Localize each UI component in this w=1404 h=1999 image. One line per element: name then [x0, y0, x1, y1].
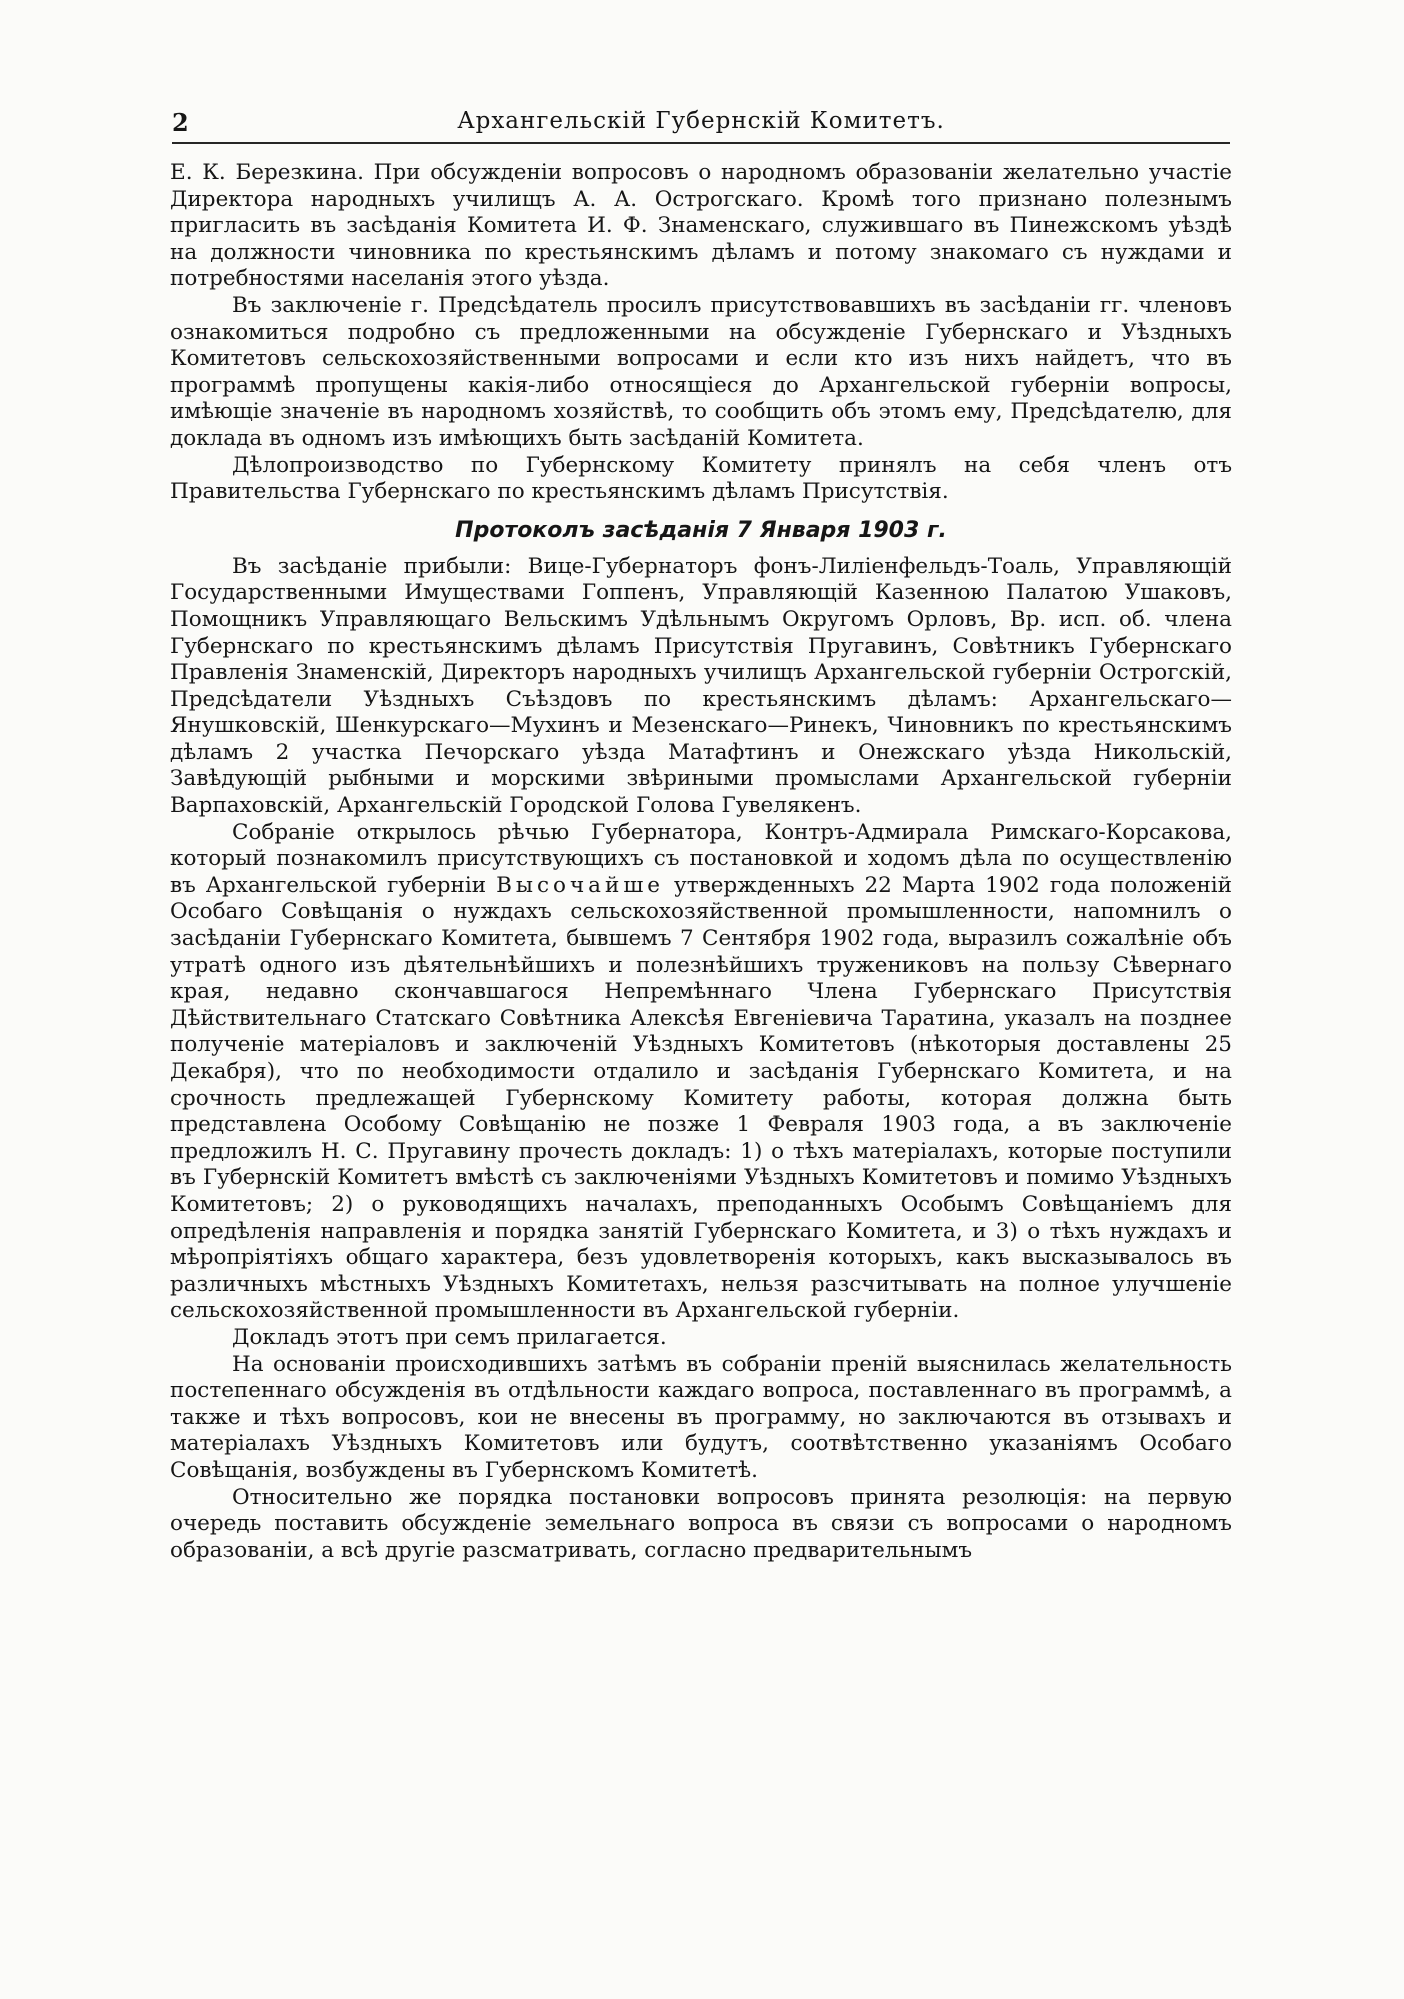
paragraph-attendees: Въ засѣданіе прибыли: Вице-Губернаторъ фонъ-Лиліенфельдъ-Тоаль, Управляющій Государственными Имуществами Гоппенъ, Управляющій Казенною Палатою Ушаковъ, Помощникъ Управляющаго Вельскимъ Удѣльнымъ Округомъ Орловъ, Вр. исп. об. члена Губернскаго по крестьянскимъ дѣламъ Присутствія Пругавинъ, Совѣтникъ Губернскаго Правленія Знаменскій, Директоръ народныхъ училищъ Архангельской губерніи Острогскій, Предсѣдатели Уѣздныхъ Съѣздовъ по крестьянскимъ дѣламъ: Архангельскаго—Янушковскій, Шенкурскаго—Мухинъ и Мезенскаго—Ринекъ, Чиновникъ по крестьянскимъ дѣламъ 2 участка Печорскаго уѣзда Матафтинъ и Онежскаго уѣзда Никольскій, Завѣдующій рыбными и морскими звѣриными промыслами Архангельской губерніи Варпаховскій, Архангельскій Городской Голова Гувелякенъ. [170, 553, 1232, 819]
paragraph-debates: На основаніи происходившихъ затѣмъ въ собраніи преній выяснилась желательность постепеннаго обсужденія въ отдѣльности каждаго вопроса, поставленнаго въ программѣ, а также и тѣхъ вопросовъ, кои не внесены въ программу, но заключаются въ отзывахъ и матеріалахъ Уѣздныхъ Комитетовъ или будутъ, соотвѣтственно указаніямъ Особаго Совѣщанія, возбуждены въ Губернскомъ Комитетѣ. [170, 1351, 1232, 1483]
protocol-heading: Протоколъ засѣданія 7 Января 1903 г. [455, 517, 947, 543]
page-number: 2 [172, 108, 189, 137]
speech-text-start: Собраніе открылось рѣчью Губернатора, Контръ-Адмирала Римскаго-Корсакова, который познакомилъ присутствующихъ съ постановкой и ходомъ дѣла по осуществленію въ Архангельской губерніи [170, 819, 1232, 898]
running-title: Архангельскій Губернскій Комитетъ. [457, 108, 945, 134]
paragraph-clerical: Дѣлопроизводство по Губернскому Комитету принялъ на себя членъ отъ Правительства Губернскаго по крестьянскимъ дѣламъ Присутствія. [170, 452, 1232, 505]
paragraph-conclusion: Въ заключеніе г. Предсѣдатель просилъ присутствовавшихъ въ засѣданіи гг. членовъ ознакомиться подробно съ предложенными на обсужденіе Губернскаго и Уѣздныхъ Комитетовъ сельскохозяйственными вопросами и если кто изъ нихъ найдетъ, что въ программѣ пропущены какія-либо относящіеся до Архангельской губерніи вопросы, имѣющіе значеніе въ народномъ хозяйствѣ, то сообщить объ этомъ ему, Предсѣдателю, для доклада въ одномъ изъ имѣющихъ быть засѣданій Комитета. [170, 292, 1232, 451]
speech-text-end: утвержденныхъ 22 Марта 1902 года положеній Особаго Совѣщанія о нуждахъ сельскохозяйственной промышленности, напомнилъ о засѣданіи Губернскаго Комитета, бывшемъ 7 Сентября 1902 года, выразилъ сожалѣніе объ утратѣ одного изъ дѣятельнѣйшихъ и полезнѣйшихъ тружениковъ на пользу Сѣвернаго края, недавно скончавшагося Непремѣннаго Члена Губернскаго Присутствія Дѣйствительнаго Статскаго Совѣтника Алексѣя Евгеніевича Таратина, указалъ на позднее полученіе матеріаловъ и заключеній Уѣздныхъ Комитетовъ (нѣкоторыя доставлены 25 Декабря), что по необходимости отдалило и засѣданія Губернскаго Комитета, и на срочность предлежащей Губернскому Комитету работы, которая должна быть представлена Особому Совѣщанію не позже 1 Февраля 1903 года, а въ заключеніе предложилъ Н. С. Пругавину прочесть докладъ: 1) о тѣхъ матеріалахъ, которые поступили въ Губернскій Комитетъ вмѣстѣ съ заключеніями Уѣздныхъ Комитетовъ и помимо Уѣздныхъ Комитетовъ; 2) о руководящихъ началахъ, преподанныхъ Особымъ Совѣщаніемъ для опредѣленія направленія и порядка занятій Губернскаго Комитета, и 3) о тѣхъ нуждахъ и мѣропріятіяхъ общаго характера, безъ удовлетворенія которыхъ, какъ высказывалось въ различныхъ мѣстныхъ Уѣздныхъ Комитетахъ, нельзя разсчитывать на полное улучшеніе сельскохозяйственной промышленности въ Архангельской губерніи. [170, 872, 1232, 1324]
page-header [172, 108, 1230, 144]
paragraph-report-attached: Докладъ этотъ при семъ прилагается. [232, 1324, 667, 1350]
body-text [170, 160, 1232, 1564]
paragraph-resolution: Относительно же порядка постановки вопросовъ принята резолюція: на первую очередь поставить обсужденіе земельнаго вопроса въ связи съ вопросами о народномъ образованіи, а всѣ другіе разсматривать, согласно предварительнымъ [170, 1484, 1232, 1563]
paragraph-governor-speech [170, 820, 1232, 1325]
spaced-word: Высочайше [496, 872, 665, 898]
paragraph-continuation: Е. К. Березкина. При обсужденіи вопросовъ о народномъ образованіи желательно участіе Директора народныхъ училищъ А. А. Острогскаго. Кромѣ того признано полезнымъ пригласить въ засѣданія Комитета И. Ф. Знаменскаго, служившаго въ Пинежскомъ уѣздѣ на должности чиновника по крестьянскимъ дѣламъ и потому знакомаго съ нуждами и потребностями населанія этого уѣзда. [170, 160, 1232, 292]
